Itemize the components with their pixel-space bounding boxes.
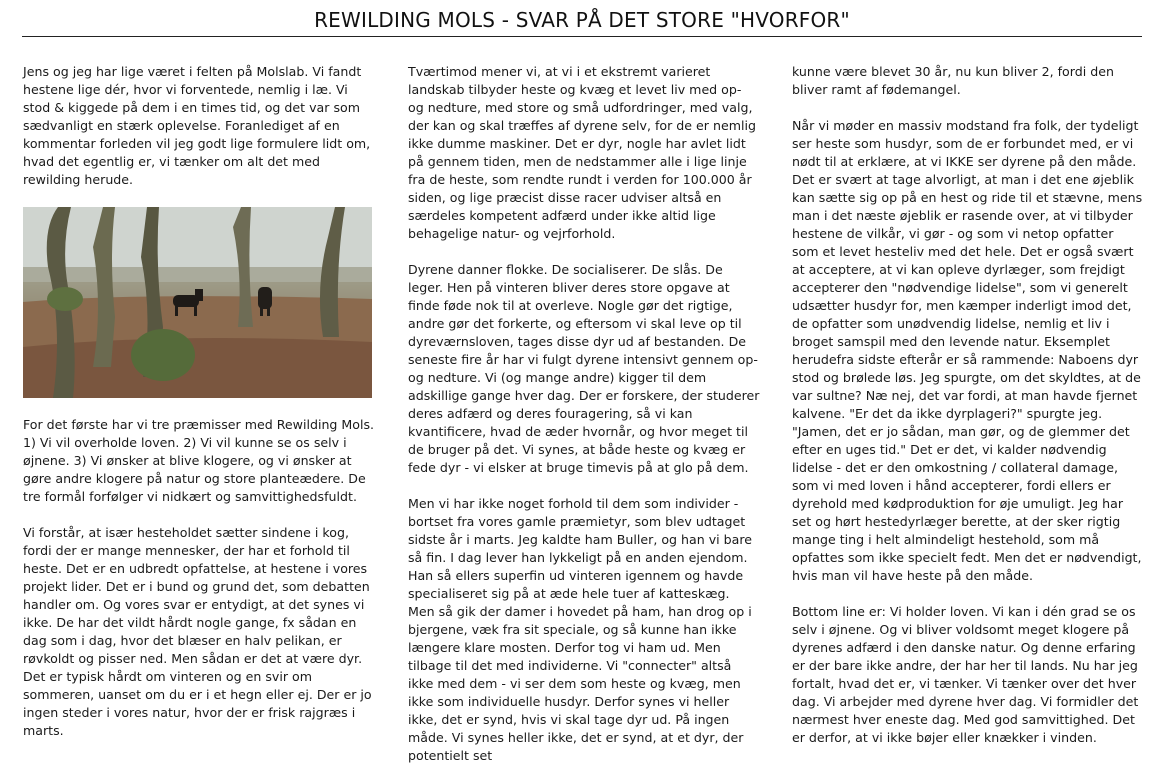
title-rule xyxy=(22,36,1142,37)
column-1 xyxy=(23,63,375,758)
paragraph: Tværtimod mener vi, at vi i et ekstremt varieret landskab tilbyder heste og kvæg et levet liv med op- og nedture, med store og små udfordringer, med valg, der kan og skal træffes af dyrene selv, for de er nemlig ikke dumme maskiner. Det er dyr, nogle har avlet lidt på gennem tiden, men de nedstammer alle i lige linje fra de heste, som rendte rundt i verden for 100.000 år siden, og lige præcist disse racer udviser altså en særdeles kompetent adfærd under ikke altid lige behagelige natur- og vejrforhold. xyxy=(408,64,756,241)
juniper-bush xyxy=(131,329,195,381)
paragraph: Men vi har ikke noget forhold til dem som individer - bortset fra vores gamle præmietyr, som blev udtaget sidste år i marts. Jeg kaldte ham Buller, og han vi bare så fin. I dag lever han lykkeligt på en anden ejendom. Han så ellers superfin ud vinteren igennem og havde specialiseret sig på at æde hele tuer af katteskæg. Men så gik der damer i hovedet på ham, han drog op i bjergene, væk fra sit speciale, og så kunne han ikke længere klare mosten. Derfor tog vi ham ud. Men tilbage til det med individerne. Vi "connecter" altså ikke med dem - vi ser dem som heste og kvæg, men ikke som individuelle husdyr. Derfor synes vi heller ikke, det er synd, hvis vi skal tage dyr ud. På ingen måde. Vi synes heller ikke, det er synd, at et dyr, der potentielt set xyxy=(408,496,753,763)
forest-horses-photo xyxy=(23,207,372,398)
column-3 xyxy=(792,63,1144,765)
paragraph: Dyrene danner flokke. De socialiserer. De slås. De leger. Hen på vinteren bliver deres store opgave at finde føde nok til at overleve. Nogle gør det rigtige, andre gør det forkerte, og eftersom vi skal leve op til dyreværnsloven, tages disse dyr ud af bestanden. De seneste fire år har vi fulgt dyrene intensivt gennem op- og nedture. Vi (og mange andre) kigger til dem adskillige gange hver dag. Der er forskere, der studerer deres adfærd og deres fouragering, så vi kan kvantificere, hvad de æder hvornår, og hvor meget til de bruger på det. Vi synes, at både heste og kvæg er fede dyr - vi elsker at bruge timevis på at glo på dem. xyxy=(408,262,760,475)
ground-foreground xyxy=(23,338,372,398)
bush xyxy=(47,287,83,311)
paragraph: Vi forstår, at især hesteholdet sætter sindene i kog, fordi der er mange mennesker, der har et forhold til heste. Det er en udbredt opfattelse, at hestene i vores projekt lider. Det er i bund og grund det, som debatten handler om. Og vores svar er entydigt, at det synes vi ikke. De har det vildt hårdt nogle gange, fx sådan en dag som i dag, hvor det blæser en halv pelikan, er røvkoldt og pisser ned. Men sådan er det at være dyr. Det er typisk hårdt om vinteren og en svir om sommeren, uanset om du er i et hegn eller ej. Der er jo ingen steder i vores natur, hvor der er frisk rajgræs i marts. xyxy=(23,525,372,738)
paragraph: Når vi møder en massiv modstand fra folk, der tydeligt ser heste som husdyr, som de er forbundet med, er vi nødt til at erklære, at vi IKKE ser dyrene på den måde. Det er svært at tage alvorligt, at man i det ene øjeblik kan sætte sig op på en hest og ride til et stævne, mens man i det næste øjeblik er rasende over, at vi tilbyder hestene de vilkår, vi gør - og som vi netop opfatter som et levet hesteliv med det hele. Det er også svært at acceptere, at vi kan opleve dyrlæger, som frejdigt accepterer den "nødvendige lidelse", som vi generelt udsætter husdyr for, men kæmper inderligt imod det, de opfatter som unødvendig lidelse, nemlig et liv i broget samspil med den levende natur. Eksemplet herudefra sidste efterår er så rammende: Naboens dyr stod og brølede løs. Jeg spurgte, om det skyldtes, at de var sultne? Næ nej, det var fordi, at man havde fjernet kalvene. "Er det da ikke dyrplageri?" spurgte jeg. "Jamen, det er jo sådan, man gør, og de glemmer det efter en uges tid." Det er det, vi kalder nødvendig lidelse - det er den omkostning / collateral damage, som vi med loven i hånd accepterer, fordi ellers er dyrehold med kødproduktion for øje umuligt. Jeg har set og hørt hestedyrlæger berette, at der sker rigtig mange ting i helt almindeligt hestehold, som må opfattes som ikke specielt fedt. Men det er nødvendigt, hvis man vil have heste på den måde. xyxy=(792,118,1143,583)
paragraph: Jens og jeg har lige været i felten på Molslab. Vi fandt hestene lige dér, hvor vi forventede, nemlig i læ. Vi stod & kiggede på dem i en times tid, og det var som sædvanligt en stærk oplevelse. Foranlediget af en kommentar forleden vil jeg godt lige formulere lidt om, hvad det egentlig er, vi tænker om alt det med rewilding herude. xyxy=(23,64,371,187)
photo-illustration xyxy=(23,207,372,398)
paragraph: For det første har vi tre præmisser med Rewilding Mols. 1) Vi vil overholde loven. 2) Vi vil kunne se os selv i øjnene. 3) Vi ønsker at blive klogere, og vi ønsker at gøre andre klogere på natur og store planteædere. De tre formål forfølger vi nidkært og samvittighedsfuldt. xyxy=(23,417,375,504)
paragraph: Bottom line er: Vi holder loven. Vi kan i dén grad se os selv i øjnene. Og vi bliver voldsomt meget klogere på dyrenes adfærd i den danske natur. Og denne erfaring er der bare ikke andre, der har her til lands. Nu har jeg fortalt, hvad det er, vi tænker. Vi tænker over det hver dag. Vi arbejder med dyrene hver dag. Vi formidler det nærmest hver eneste dag. Med god samvittighed. Det er derfor, at vi ikke bøjer eller knækker i vinden. xyxy=(792,604,1139,745)
paragraph: kunne være blevet 30 år, nu kun bliver 2, fordi den bliver ramt af fødemangel. xyxy=(792,64,1114,97)
column-2 xyxy=(408,63,760,783)
page-title: REWILDING MOLS - SVAR PÅ DET STORE "HVORFOR" xyxy=(314,8,850,32)
